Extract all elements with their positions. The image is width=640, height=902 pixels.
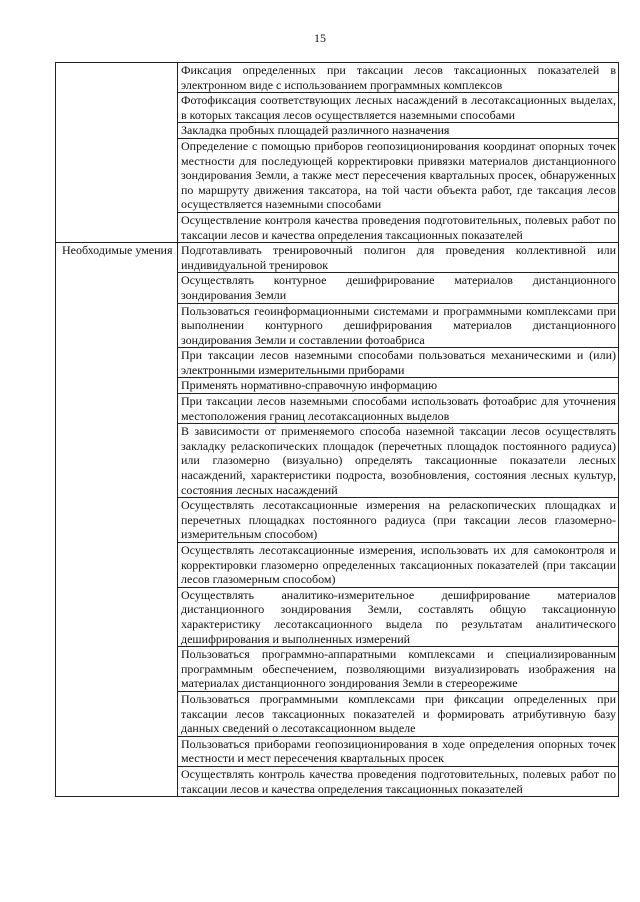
list-item: Закладка пробных площадей различного назначения	[178, 123, 618, 139]
list-item: Определение с помощью приборов геопозиционирования координат опорных точек местности для последующей корректировки привязки материалов дистанционного зондирования Земли, а также мест пересечения квартальных просек, обнаруженных по маршруту движения таксатора, на той части объекта работ, где таксация лесов осуществляется наземными способами	[178, 139, 618, 213]
list-item: При таксации лесов наземными способами использовать фотоабрис для уточнения местоположения границ лесотаксационных выделов	[178, 394, 618, 424]
skills-label: Необходимые умения	[62, 243, 173, 258]
table-row-continuation	[56, 63, 619, 243]
list-item: Осуществлять контроль качества проведения подготовительных, полевых работ по таксации лесов и качества определения таксационных показателей	[181, 766, 616, 796]
list-item: Осуществление контроля качества проведения подготовительных, полевых работ по таксации лесов и качества определения таксационных показателей	[181, 212, 616, 242]
list-item: Подготавливать тренировочный полигон для проведения коллективной или индивидуальной тренировок	[178, 243, 618, 273]
list-item: Пользоваться геоинформационными системами и программными комплексами при выполнении контурного дешифрирования материалов дистанционного зондирования Земли и составлении фотоабриса	[178, 304, 618, 349]
list-item: При таксации лесов наземными способами пользоваться механическими и (или) электронными измерительными приборами	[178, 348, 618, 378]
left-cell-label	[56, 243, 178, 797]
right-cell-skills	[178, 243, 619, 797]
list-item: Фиксация определенных при таксации лесов таксационных показателей в электронном виде с использованием программных комплексов	[178, 63, 618, 93]
right-cell-actions	[178, 63, 619, 243]
list-item: Осуществлять лесотаксационные измерения на реласкопических площадках и перечетных площадках постоянного радиуса (при таксации лесов глазомерно-измерительным способом)	[178, 498, 618, 543]
list-item: Пользоваться приборами геопозиционирования в ходе определения опорных точек местности и мест пересечения квартальных просек	[178, 737, 618, 767]
list-item: В зависимости от применяемого способа наземной таксации лесов осуществлять закладку реласкопических площадок (перечетных площадок постоянного радиуса) или глазомерно (визуально) определять таксационные показатели лесных насаждений, характеристики подроста, возобновления, состояния лесных культур, состояния лесных насаждений	[178, 424, 618, 498]
list-item: Пользоваться программно-аппаратными комплексами и специализированным программным обеспечением, позволяющими визуализировать изображения на материалах дистанционного зондирования Земли в стереорежиме	[178, 647, 618, 692]
list-item: Осуществлять контурное дешифрирование материалов дистанционного зондирования Земли	[178, 273, 618, 303]
list-item: Осуществлять лесотаксационные измерения, использовать их для самоконтроля и корректировки глазомерно определенных таксационных показателей (при таксации лесов глазомерным способом)	[178, 543, 618, 588]
competency-table	[55, 62, 619, 797]
page-number: 15	[314, 31, 326, 45]
list-item: Фотофиксация соответствующих лесных насаждений в лесотаксационных выделах, в которых таксация лесов осуществляется наземными способами	[178, 93, 618, 123]
table-row-skills	[56, 243, 619, 797]
list-item: Применять нормативно-справочную информацию	[178, 378, 618, 394]
list-item: Осуществлять аналитико-измерительное дешифрирование материалов дистанционного зондирования Земли, составлять общую таксационную характеристику лесотаксационного выдела по результатам аналитического дешифрирования и выполненных измерений	[178, 588, 618, 647]
left-cell-empty	[56, 63, 178, 243]
list-item: Пользоваться программными комплексами при фиксации определенных при таксации лесов таксационных показателей и формировать атрибутивную базу данных сведений о лесотаксационном выделе	[178, 692, 618, 737]
